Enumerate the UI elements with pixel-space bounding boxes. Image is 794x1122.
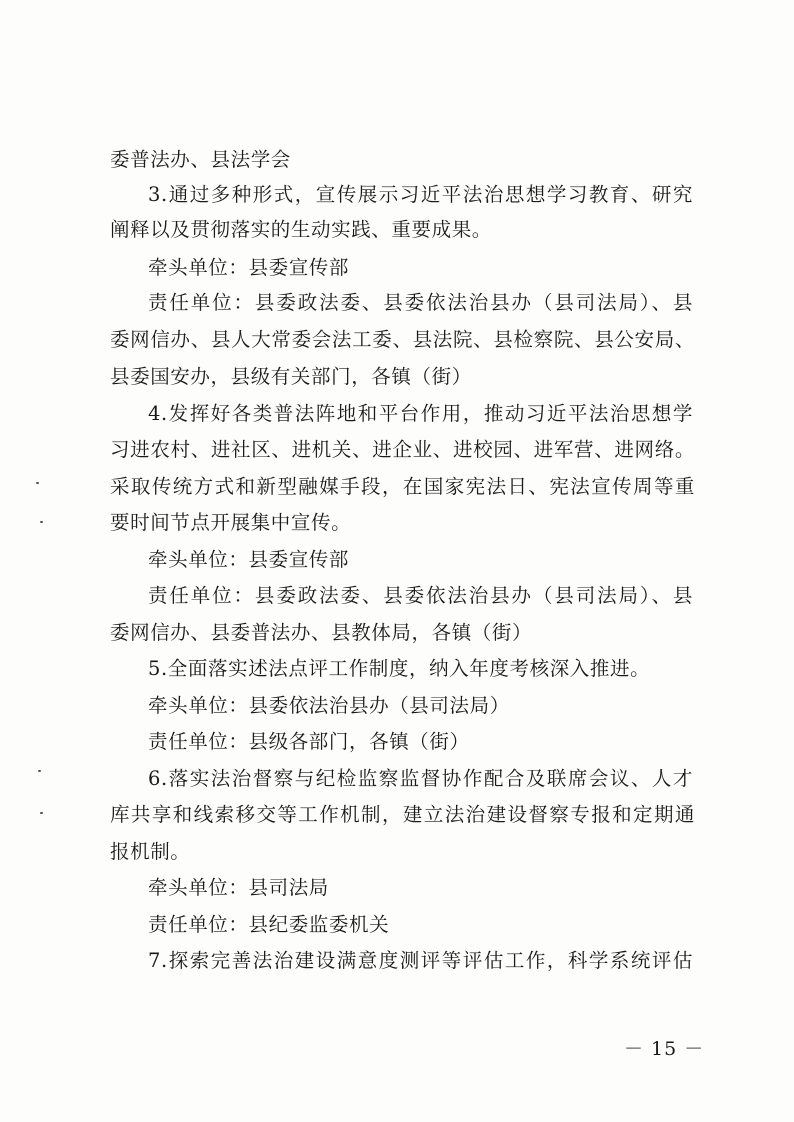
text-line-6: 采取传统方式和新型融媒手段，在国家宪法日、宪法宣传周等重 [110,475,695,498]
text-line-11: 报机制。 [110,840,191,863]
text-line-8: 5.全面落实述法点评工作制度，纳入年度考核深入推进。 [148,657,651,680]
lead-unit-line-3: 牵头单位：县委依法治县办（县司法局） [148,694,510,717]
scan-speck [40,812,43,814]
text-line-1: 委普法办、县法学会 [110,148,291,171]
text-line-5: 习进农村、进社区、进机关、进企业、进校园、进军营、进网络。 [110,438,695,461]
text-line-4: 4.发挥好各类普法阵地和平台作用，推动习近平法治思想学 [148,402,693,425]
scan-speck [36,482,39,484]
responsible-unit-line-3: 责任单位：县级各部门，各镇（街） [148,730,470,753]
text-line-3: 阐释以及贯彻落实的生动实践、重要成果。 [110,218,492,241]
text-line-10: 库共享和线索移交等工作机制，建立法治建设督察专报和定期通 [110,803,695,826]
text-line-12: 7.探索完善法治建设满意度测评等评估工作，科学系统评估 [148,949,693,972]
responsible-unit-line-1a: 责任单位：县委政法委、县委依法治县办（县司法局）、县 [148,291,693,314]
scan-speck [38,770,41,772]
scan-speck [40,521,43,523]
responsible-unit-line-2a: 责任单位：县委政法委、县委依法治县办（县司法局）、县 [148,584,693,607]
lead-unit-line-1: 牵头单位：县委宣传部 [148,256,350,279]
responsible-unit-line-1b: 委网信办、县人大常委会法工委、县法院、县检察院、县公安局、 [110,328,695,351]
responsible-unit-line-4: 责任单位：县纪委监委机关 [148,913,390,936]
lead-unit-line-2: 牵头单位：县委宣传部 [148,548,350,571]
page-number: － 15 － [624,1038,705,1060]
text-line-2: 3.通过多种形式，宣传展示习近平法治思想学习教育、研究 [148,183,693,206]
text-line-9: 6.落实法治督察与纪检监察监督协作配合及联席会议、人才 [148,767,693,790]
text-line-7: 要时间节点开展集中宣传。 [110,511,352,534]
lead-unit-line-4: 牵头单位：县司法局 [148,876,329,899]
responsible-unit-line-1c: 县委国安办，县级有关部门，各镇（街） [110,365,472,388]
responsible-unit-line-2b: 委网信办、县委普法办、县教体局，各镇（街） [110,621,533,644]
